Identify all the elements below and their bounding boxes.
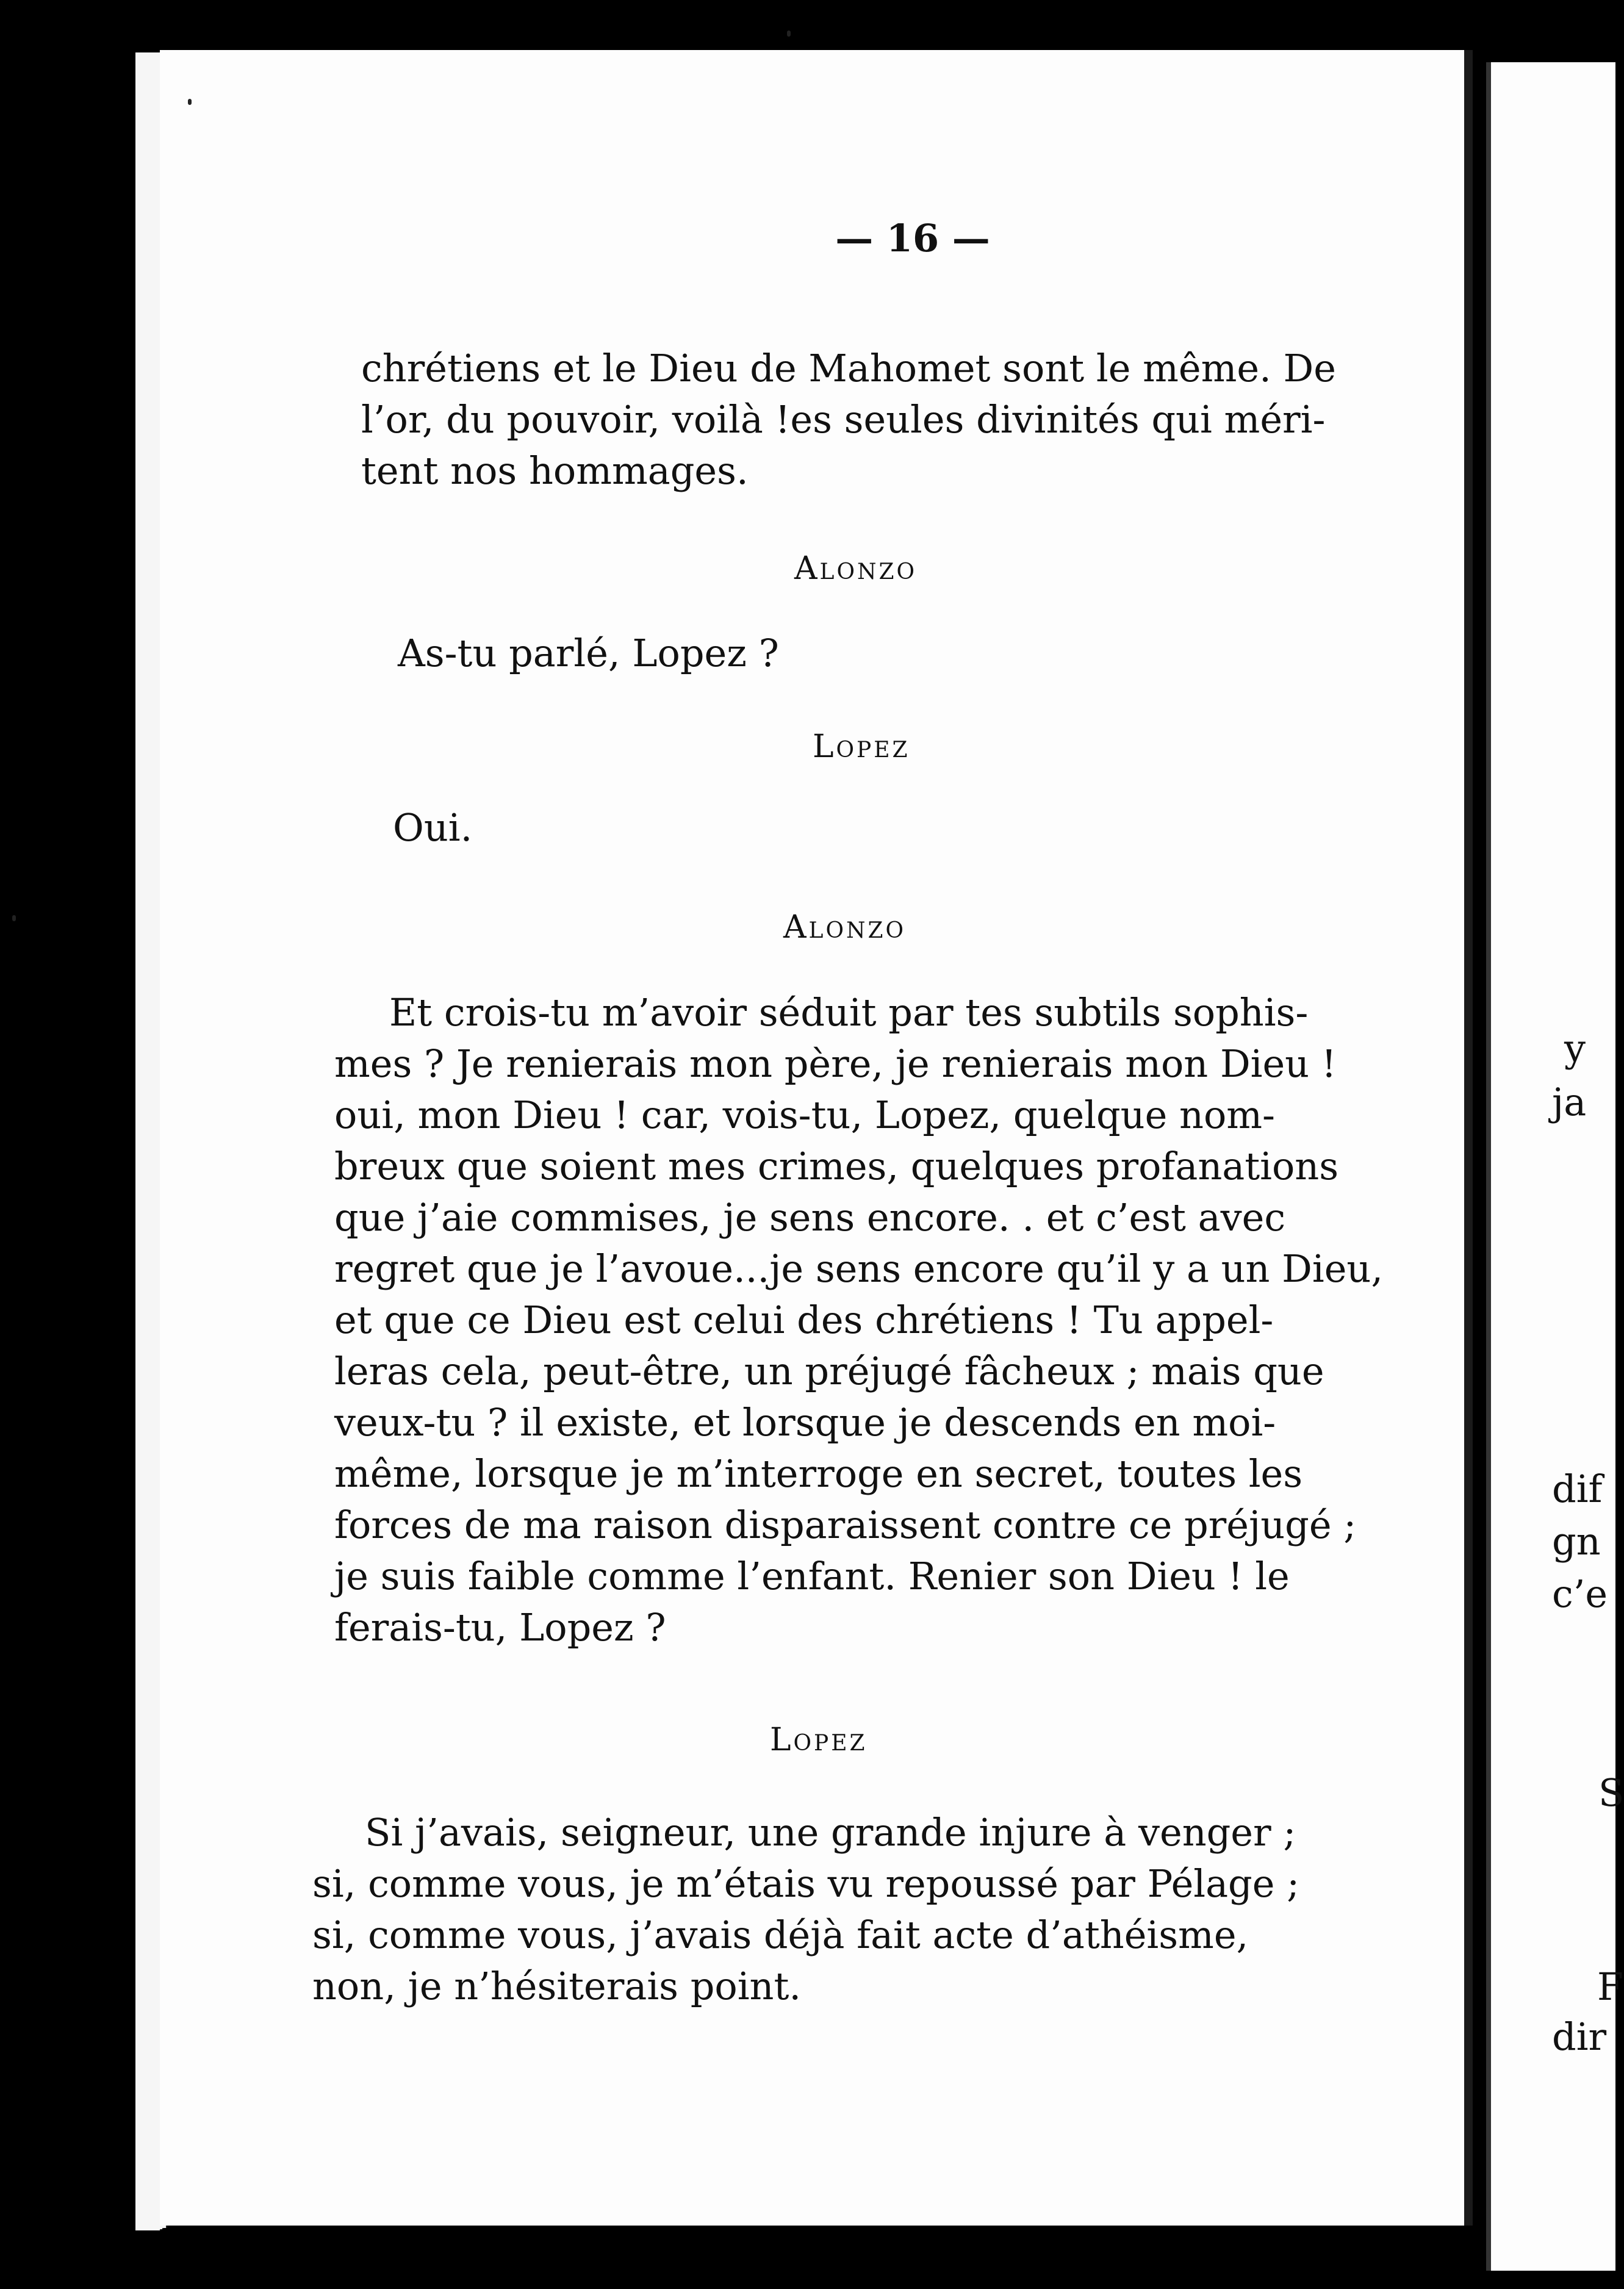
book-page: [160, 50, 1473, 2226]
dialogue-line: Oui.: [393, 805, 473, 850]
page-number: — 16 —: [835, 216, 990, 261]
line: l’or, du pouvoir, voilà !es seules divinités qui méri-: [361, 397, 1326, 442]
line: je suis faible comme l’enfant. Renier son Dieu ! le: [334, 1554, 1290, 1598]
paragraph: [312, 1807, 1496, 2012]
fragment-text: gn: [1552, 1519, 1601, 1564]
speaker-name: Lopez: [813, 728, 910, 765]
paragraph: [361, 343, 1554, 497]
line: breux que soient mes crimes, quelques profanations: [334, 1144, 1339, 1188]
scan-speck: [12, 915, 16, 921]
fragment-text: y: [1564, 1026, 1586, 1071]
line: ferais-tu, Lopez ?: [334, 1605, 666, 1650]
fragment-text: ja: [1552, 1080, 1587, 1124]
line: si, comme vous, je m’étais vu repoussé par Pélage ;: [312, 1861, 1300, 1906]
scan-speck: [787, 31, 791, 37]
speaker-name: Alonzo: [783, 909, 906, 946]
paragraph: [334, 987, 1512, 1653]
page-text: [160, 50, 1464, 2226]
fragment-text: dif: [1552, 1467, 1603, 1511]
adjacent-page-fragment: [1486, 62, 1624, 2271]
line: leras cela, peut-être, un préjugé fâcheux ; mais que: [334, 1349, 1324, 1393]
line: non, je n’hésiterais point.: [312, 1964, 802, 2008]
fragment-text: c’e: [1552, 1572, 1608, 1616]
speaker-name: Lopez: [770, 1722, 868, 1758]
fragment-text: S: [1598, 1770, 1624, 1815]
line: mes ? Je renierais mon père, je renierais mon Dieu !: [334, 1041, 1337, 1086]
line: veux-tu ? il existe, et lorsque je descends en moi-: [334, 1400, 1276, 1445]
line: que j’aie commises, je sens encore. . et c’est avec: [334, 1195, 1286, 1240]
dialogue-line: As-tu parlé, Lopez ?: [398, 631, 779, 675]
fragment-text: dir: [1552, 2014, 1607, 2059]
line: chrétiens et le Dieu de Mahomet sont le même. De: [361, 346, 1336, 390]
line: Si j’avais, seigneur, une grande injure à venger ;: [365, 1810, 1296, 1855]
line: tent nos hommages.: [361, 448, 749, 493]
line: même, lorsque je m’interroge en secret, toutes les: [334, 1451, 1303, 1496]
line: forces de ma raison disparaissent contre ce préjugé ;: [334, 1503, 1357, 1547]
line: Et crois-tu m’avoir séduit par tes subtils sophis-: [389, 990, 1309, 1035]
fragment-text: F: [1597, 1964, 1624, 2009]
line: regret que je l’avoue...je sens encore qu’il y a un Dieu,: [334, 1246, 1384, 1291]
scan-speck: [188, 99, 192, 105]
line: et que ce Dieu est celui des chrétiens ! Tu appel-: [334, 1298, 1274, 1342]
line: si, comme vous, j’avais déjà fait acte d’athéisme,: [312, 1913, 1249, 1957]
line: oui, mon Dieu ! car, vois-tu, Lopez, quelque nom-: [334, 1093, 1276, 1137]
speaker-name: Alonzo: [794, 550, 917, 587]
